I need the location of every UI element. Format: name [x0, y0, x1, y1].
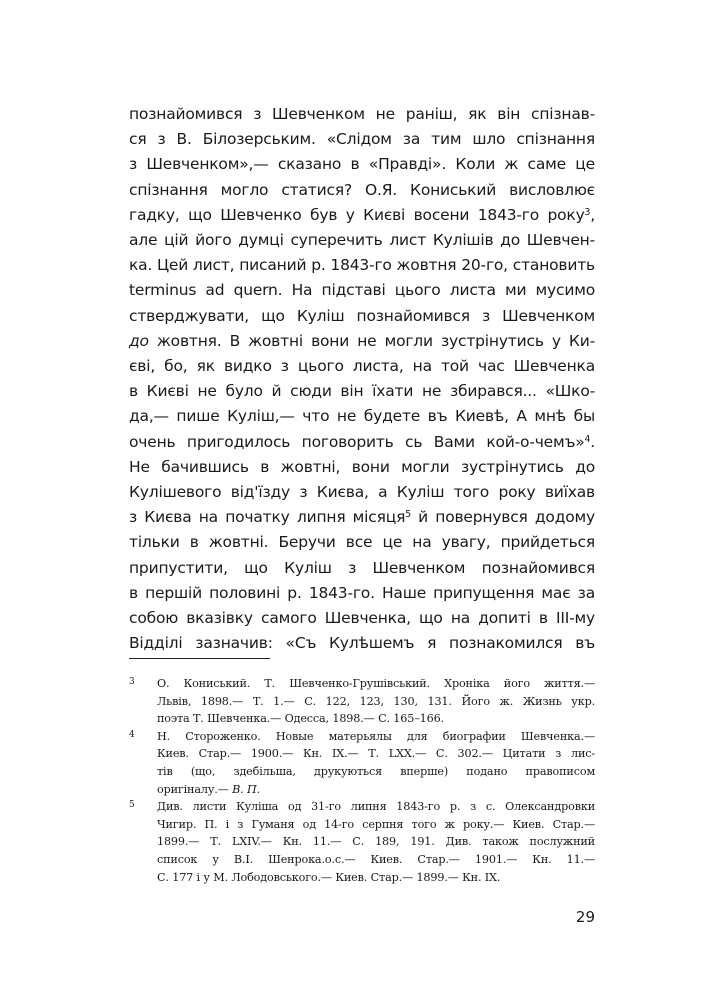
footnote-line: Див. листи Куліша од 31-го липня 1843-го р. з с. Олександровки — [157, 800, 595, 814]
footnotes — [129, 675, 595, 886]
footnote-3 — [129, 675, 595, 728]
main-text-block — [129, 102, 595, 656]
text-line: єві, бо, як видко з цього листа, на той час Шевченка — [129, 357, 595, 376]
text-line — [129, 430, 595, 455]
text-line: в першій половині р. 1843-го. Наше припущення має за — [129, 583, 595, 602]
footnote-4 — [129, 728, 595, 798]
footnote-ref-3: 3 — [584, 206, 591, 218]
text-line: Відділі зазначив: «Съ Кулѣшемъ я познакомился въ — [129, 634, 595, 653]
text-line: ка. Цей лист, писаний р. 1843-го жовтня 20-го, становить — [129, 256, 595, 275]
text-line: припустити, що Куліш з Шевченком познайомився — [129, 558, 595, 577]
footnote-number: 5 — [129, 800, 135, 811]
footnote-divider — [129, 658, 270, 659]
text-segment: очень пригодилось поговорить сь Вами кой-о-чемъ» — [129, 432, 585, 451]
text-line: собою вказівку самого Шевченка, що на допиті в ІІІ-му — [129, 609, 595, 628]
text-line — [129, 505, 595, 530]
editor-initials: В. П. — [232, 782, 261, 796]
footnote-5 — [129, 798, 595, 886]
text-segment: . — [590, 432, 595, 451]
footnote-line: 1899.— Т. LXIV.— Кн. 11.— С. 189, 191. Див. також послужний — [157, 835, 595, 849]
text-segment: жовтня. В жовтні вони не могли зустрінутись у Ки- — [148, 331, 595, 350]
text-line: стверджувати, що Куліш познайомився з Шевченком — [129, 306, 595, 325]
footnote-line: список у В.І. Шенрока.о.с.— Киев. Стар.— 1901.— Кн. 11.— — [157, 852, 595, 866]
text-line — [129, 203, 595, 228]
text-line: Кулішевого від'їзду з Києва, а Куліш того року виїхав — [129, 483, 595, 502]
footnote-line: О. Кониський. Т. Шевченко-Грушівський. Хроніка його життя.— — [157, 677, 595, 690]
text-segment: , — [590, 205, 595, 224]
text-line: в Києві не було й сюди він їхати не збирався... «Шко- — [129, 382, 595, 401]
footnote-line: Киев. Стар.— 1900.— Кн. IX.— Т. LXX.— С. 302.— Цитати з лис- — [157, 747, 595, 761]
footnote-number: 3 — [129, 677, 135, 687]
text-line: да,— пише Куліш,— что не будете въ Киевѣ, А мнѣ бы — [129, 407, 595, 426]
text-line — [129, 329, 595, 354]
footnote-line: Львів, 1898.— Т. 1.— С. 122, 123, 130, 131. Його ж. Жизнь укр. — [157, 694, 595, 708]
text-line: з Шевченком»,— сказано в «Правді». Коли ж саме це — [129, 155, 595, 174]
text-line: але цій його думці суперечить лист Кулішів до Шевчен- — [129, 231, 595, 250]
page-number: 29 — [575, 908, 595, 926]
footnote-ref-5: 5 — [405, 509, 411, 521]
text-line: познайомився з Шевченком не раніш, як він спізнав- — [129, 105, 595, 123]
text-segment: й повернувся додому — [410, 508, 595, 527]
text-line: Не бачившись в жовтні, вони могли зустрінутись до — [129, 457, 595, 476]
footnote-line: тів (що, здебільша, друкуються вперше) подано правописом — [157, 764, 595, 778]
footnote-line: С. 177 і у М. Лободовського.— Киев. Стар.— 1899.— Кн. IX. — [157, 870, 501, 884]
footnote-line: Н. Стороженко. Новые матерьялы для биографии Шевченка.— — [157, 729, 595, 743]
text-segment: з Києва на початку липня місяця — [129, 508, 406, 527]
footnote-number: 4 — [129, 729, 135, 740]
text-segment: гадку, що Шевченко був у Києві восени 1843-го року — [129, 205, 585, 224]
text-segment: оригіналу.— — [157, 782, 233, 796]
text-line: terminus ad quern. На підставі цього листа ми мусимо — [129, 281, 595, 300]
footnote-line: поэта Т. Шевченка.— Одесса, 1898.— С. 165–166. — [157, 712, 444, 726]
text-line: спізнання могло статися? О.Я. Кониський висловлює — [129, 180, 595, 199]
text-line: ся з В. Білозерським. «Слідом за тим шло спізнання — [129, 130, 595, 149]
footnote-line — [157, 781, 595, 799]
footnote-ref-4: 4 — [584, 433, 591, 445]
text-line: тільки в жовтні. Беручи все це на увагу, прийдеться — [129, 533, 595, 552]
italic-word: до — [129, 331, 149, 350]
footnote-line: Чигир. П. і з Гуманя од 14-го серпня того ж року.— Киев. Стар.— — [157, 817, 595, 831]
